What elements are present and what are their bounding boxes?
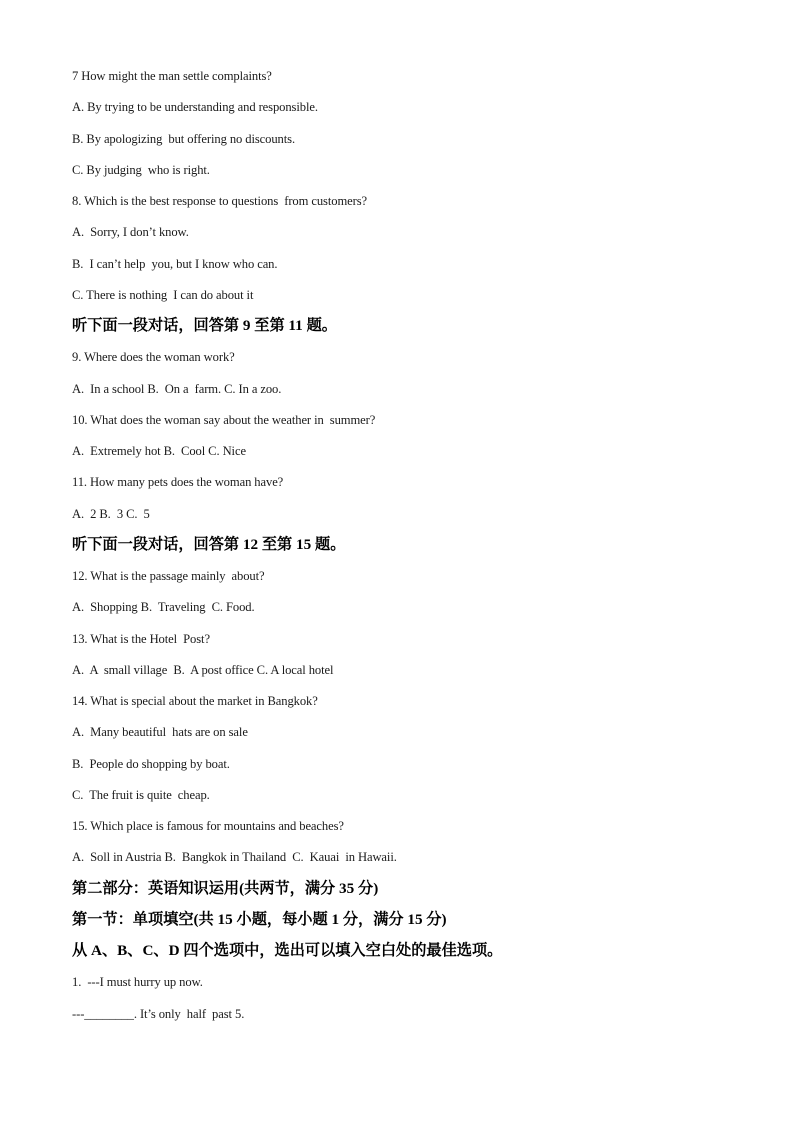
option-7a: A. By trying to be understanding and responsible. (72, 100, 318, 115)
fill-question-1: 1. ---I must hurry up now. (72, 975, 203, 990)
document-page (72, 65, 752, 1034)
section-one-heading: 第一节：单项填空(共 15 小题，每小题 1 分，满分 15 分) (72, 910, 447, 928)
option-14b: B. People do shopping by boat. (72, 756, 230, 771)
question-10: 10. What does the woman say about the weather in summer? (72, 412, 376, 427)
option-7b: B. By apologizing but offering no discounts. (72, 131, 295, 146)
option-8b: B. I can’t help you, but I know who can. (72, 256, 278, 271)
question-7: 7 How might the man settle complaints? (72, 69, 272, 83)
part-two-heading: 第二部分：英语知识运用(共两节，满分 35 分) (72, 879, 379, 897)
question-15: 15. Which place is famous for mountains and beaches? (72, 819, 344, 833)
question-12: 12. What is the passage mainly about? (72, 569, 265, 583)
instructions-heading: 从 A、B、C、D 四个选项中，选出可以填入空白处的最佳选项。 (72, 942, 503, 959)
options-12: A. Shopping B. Traveling C. Food. (72, 600, 255, 615)
options-10: A. Extremely hot B. Cool C. Nice (72, 444, 246, 458)
fill-question-1-response: ---________. It’s only half past 5. (72, 1006, 245, 1021)
option-14a: A. Many beautiful hats are on sale (72, 725, 248, 740)
options-11: A. 2 B. 3 C. 5 (72, 506, 150, 521)
question-13: 13. What is the Hotel Post? (72, 631, 210, 646)
option-8a: A. Sorry, I don’t know. (72, 225, 189, 240)
option-14c: C. The fruit is quite cheap. (72, 787, 210, 802)
question-14: 14. What is special about the market in Bangkok? (72, 694, 318, 708)
question-8: 8. Which is the best response to questions from customers? (72, 194, 368, 208)
options-9: A. In a school B. On a farm. C. In a zoo. (72, 381, 282, 396)
section-heading-9-11: 听下面一段对话，回答第 9 至第 11 题。 (72, 317, 337, 334)
option-8c: C. There is nothing I can do about it (72, 287, 254, 302)
options-15: A. Soll in Austria B. Bangkok in Thailand C. Kauai in Hawaii. (72, 850, 397, 865)
question-9: 9. Where does the woman work? (72, 350, 235, 365)
option-7c: C. By judging who is right. (72, 162, 210, 177)
section-heading-12-15: 听下面一段对话，回答第 12 至第 15 题。 (72, 535, 346, 553)
options-13: A. A small village B. A post office C. A local hotel (72, 662, 334, 677)
question-11: 11. How many pets does the woman have? (72, 475, 284, 490)
